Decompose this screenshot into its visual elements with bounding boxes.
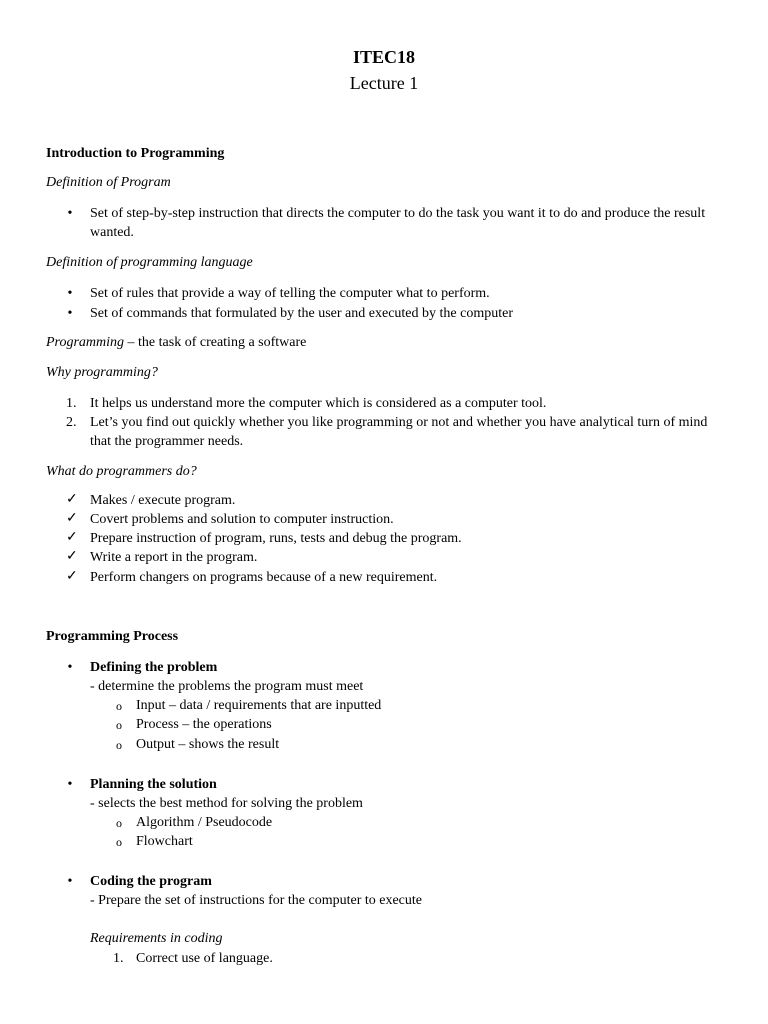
checkmark-icon: ✓: [66, 530, 78, 545]
requirement-num-1: 1.: [113, 951, 124, 966]
check-item-2: Covert problems and solution to computer instruction.: [90, 512, 394, 527]
check-item-1: Makes / execute program.: [90, 493, 236, 508]
why-label: Why programming?: [46, 365, 158, 380]
sub-bullet-glyph: o: [116, 738, 122, 752]
bullet-glyph: •: [67, 660, 73, 675]
step-1-sub-2: Process – the operations: [136, 717, 272, 732]
programming-definition: [46, 333, 306, 352]
def-program-label: Definition of Program: [46, 175, 171, 190]
sub-bullet-glyph: o: [116, 718, 122, 732]
check-item-5: Perform changers on programs because of a new requirement.: [90, 570, 438, 585]
check-item-4: Write a report in the program.: [90, 550, 258, 565]
sub-bullet-glyph: o: [116, 699, 122, 713]
programming-def: – the task of creating a software: [124, 335, 307, 350]
bullet-glyph: •: [67, 306, 73, 321]
why-text-1: It helps us understand more the computer which is considered as a computer tool.: [90, 396, 547, 411]
sub-bullet-glyph: o: [116, 835, 122, 849]
bullet-glyph: •: [67, 206, 73, 221]
document-subtitle: Lecture 1: [349, 73, 419, 93]
def-lang-label: Definition of programming language: [46, 255, 253, 270]
checkmark-icon: ✓: [66, 569, 78, 584]
step-desc-1: - determine the problems the program must meet: [90, 679, 364, 694]
checkmark-icon: ✓: [66, 549, 78, 564]
sub-bullet-glyph: o: [116, 816, 122, 830]
checkmark-icon: ✓: [66, 492, 78, 507]
step-desc-3: - Prepare the set of instructions for the computer to execute: [90, 893, 422, 908]
bullet-glyph: •: [67, 286, 73, 301]
step-2-sub-1: Algorithm / Pseudocode: [136, 815, 273, 830]
step-desc-2: - selects the best method for solving the problem: [90, 796, 363, 811]
def-lang-text-2: Set of commands that formulated by the user and executed by the computer: [90, 306, 513, 321]
programming-term: Programming: [46, 335, 125, 350]
step-title-1: Defining the problem: [90, 660, 218, 675]
step-1-sub-1: Input – data / requirements that are inputted: [136, 698, 382, 713]
requirements-label: Requirements in coding: [90, 931, 223, 946]
step-2-sub-2: Flowchart: [136, 834, 193, 849]
check-item-3: Prepare instruction of program, runs, tests and debug the program.: [90, 531, 462, 546]
step-title-2: Planning the solution: [90, 777, 217, 792]
bullet-glyph: •: [67, 874, 73, 889]
def-lang-text-1: Set of rules that provide a way of telling the computer what to perform.: [90, 286, 490, 301]
step-title-3: Coding the program: [90, 874, 212, 889]
step-1-sub-3: Output – shows the result: [136, 737, 280, 752]
why-num-1: 1.: [66, 396, 77, 411]
what-label: What do programmers do?: [46, 464, 197, 479]
def-program-text: Set of step-by-step instruction that directs the computer to do the task you want it to do and produce the result wanted.: [90, 206, 706, 240]
document-title: ITEC18: [352, 47, 415, 67]
checkmark-icon: ✓: [66, 511, 78, 526]
section-heading-process: Programming Process: [46, 629, 179, 644]
why-num-2: 2.: [66, 415, 77, 430]
bullet-glyph: •: [67, 777, 73, 792]
why-text-2: Let’s you find out quickly whether you like programming or not and whether you have analytical turn of mind that the programmer needs.: [90, 415, 708, 449]
requirement-text-1: Correct use of language.: [136, 951, 273, 966]
section-heading-intro: Introduction to Programming: [46, 146, 225, 161]
